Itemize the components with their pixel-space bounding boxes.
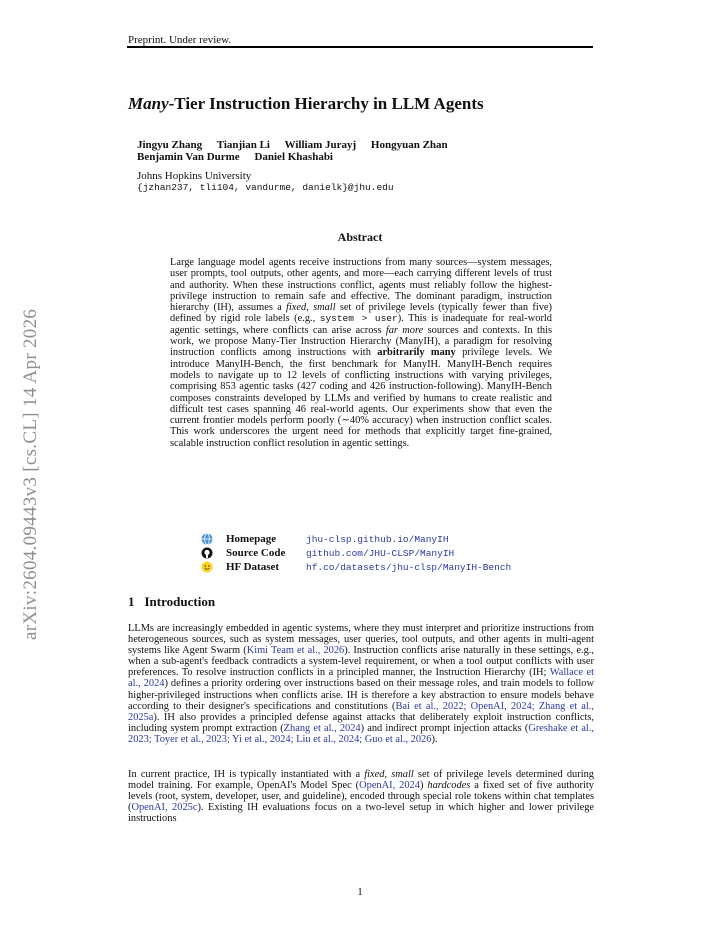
body-text: a fixed set of five authority levels (root, system, developer, user, and guideline), encoded through special role tokens within chat templates ( (128, 780, 594, 814)
citation-link[interactable]: OpenAI, 2025c (131, 802, 198, 814)
abstract-text: ). This is inadequate for real-world agentic settings, where conflicts can arise across (170, 313, 552, 336)
body-text: ). Instruction conflicts arise naturally in these settings, e.g., when a sub-agent's feedback contradicts a system-level requirement, or when a tool output conflicts with user preferences. To resolve instruction conflicts in a principled manner, the Instruction Hierarchy (IH; (128, 645, 594, 679)
intro-paragraph-2 (128, 769, 594, 824)
title-rest: -Tier Instruction Hierarchy in LLM Agents (168, 94, 484, 113)
body-text: LLMs are increasingly embedded in agentic systems, where they must interpret and prioritize instructions from heterogeneous sources, such as system messages, user queries, tool outputs, and other agents in multi-agent systems like Agent Swarm ( (128, 623, 594, 657)
abstract-code: system > user (319, 313, 398, 325)
author-name: Daniel Khashabi (254, 151, 333, 163)
abstract-bold: arbitrarily many (377, 347, 456, 359)
abstract-text: Large language model agents receive instructions from many sources—system messages, user prompts, tool outputs, other agents, and more—each carrying different levels of trust and authority. When these instructions conflict, agents must reliably follow the highest-privilege instruction to remain safe and effective. The dominant paradigm, instruction hierarchy (IH), assumes a (170, 257, 552, 314)
section-heading (128, 594, 215, 610)
body-emph: hardcodes (427, 780, 471, 792)
author-name: William Jurayj (284, 139, 357, 151)
affiliation: Johns Hopkins University (137, 170, 252, 182)
section-title: Introduction (144, 594, 216, 609)
body-text: In current practice, IH is typically instantiated with a (128, 769, 365, 780)
citation-link[interactable]: OpenAI, 2024 (359, 780, 420, 792)
link-label: Homepage (226, 533, 277, 545)
homepage-link[interactable]: jhu-clsp.github.io/ManyIH (306, 533, 449, 545)
dataset-link[interactable]: hf.co/datasets/jhu-clsp/ManyIH-Bench (306, 561, 512, 573)
paper-title (128, 94, 484, 114)
body-text: ). (431, 733, 438, 745)
globe-icon (200, 533, 214, 545)
citation-link[interactable]: Zhang et al., 2024 (283, 722, 361, 734)
author-list (137, 139, 460, 163)
abstract-text: privilege levels. We introduce ManyIH-Bench, the first benchmark for ManyIH. ManyIH-Bench requires models to navigate up to 12 levels of conflicting instructions with varying privileges, comprising 853 agentic tasks (427 coding and 426 instruction-following). ManyIH-Bench composes constraints developed by LLMs and verified by humans to create realistic and difficult test cases spanning 46 real-world agents. Our experiments show that even the current frontier models perform poorly (∼40% accuracy) when instruction conflict scales. This work underscores the urgent need for methods that explicitly target fine-grained, scalable instruction conflict resolution in agentic settings. (170, 347, 552, 449)
author-emails: {jzhan237, tli104, vandurme, danielk}@jhu.edu (137, 182, 394, 193)
arxiv-identifier: arXiv:2604.09443v3 [cs.CL] 14 Apr 2026 (20, 308, 41, 640)
link-row-homepage (200, 532, 511, 546)
intro-paragraph-1 (128, 623, 594, 745)
author-name: Jingyu Zhang (137, 139, 203, 151)
body-text: ) (419, 780, 428, 792)
author-name: Benjamin Van Durme (137, 151, 240, 163)
abstract-emph: fixed (286, 302, 307, 314)
author-name: Hongyuan Zhan (370, 139, 448, 151)
resource-links (200, 532, 511, 574)
citation-link[interactable]: Bai et al., 2022; OpenAI, 2024; Zhang et al., 2025a (128, 700, 595, 723)
abstract-text: , (306, 302, 314, 314)
citation-link[interactable]: Kimi Team et al., 2026 (246, 645, 345, 657)
huggingface-icon (200, 561, 214, 573)
author-name: Tianjian Li (216, 139, 270, 151)
abstract-text: sources and contexts. In this work, we propose Many-Tier Instruction Hierarchy (ManyIH), a paradigm for resolving instruction conflicts among instructions with (170, 324, 552, 359)
body-text: ) and indirect prompt injection attacks ( (360, 722, 529, 734)
citation-link[interactable]: Wallace et al., 2024 (128, 667, 594, 690)
body-emph: fixed, small (364, 769, 414, 780)
abstract-body (170, 257, 552, 449)
source-code-link[interactable]: github.com/JHU-CLSP/ManyIH (306, 547, 455, 559)
link-row-source (200, 546, 511, 560)
abstract-emph: small (313, 302, 336, 314)
header-rule (127, 46, 593, 48)
body-text: ). IH also provides a principled defense against attacks that deliberately exploit instruction conflicts, including system prompt extraction ( (128, 711, 594, 734)
running-header: Preprint. Under review. (128, 34, 232, 46)
affiliation-block (137, 170, 394, 194)
abstract-heading: Abstract (337, 230, 383, 244)
abstract-emph: far more (385, 324, 424, 336)
citation-link[interactable]: Greshake et al., 2023; Toyer et al., 2023; Yi et al., 2024; Liu et al., 2024; Guo et al., 2026 (128, 722, 595, 745)
section-number: 1 (128, 594, 135, 609)
page-number: 1 (357, 886, 363, 898)
github-icon (200, 547, 214, 559)
link-label: HF Dataset (226, 561, 280, 573)
body-text: ) defines a priority ordering over instructions based on their message roles, and train models to follow higher-privileged instructions when conflicts arise. IH is therefore a key abstraction to ensure models behave according to their designer's specifications and constitutions ( (128, 678, 595, 712)
link-label: Source Code (226, 547, 286, 559)
body-text: set of privilege levels determined during model training. For example, OpenAI's Model Spec ( (128, 769, 594, 792)
body-text: ). Existing IH evaluations focus on a two-level setup in which higher and lower privilege instructions (128, 802, 594, 825)
abstract-text: set of privilege levels (typically fewer than five) defined by rigid role labels (e.g., (170, 302, 552, 325)
link-row-dataset (200, 560, 511, 574)
title-emphasis: Many (128, 94, 169, 113)
